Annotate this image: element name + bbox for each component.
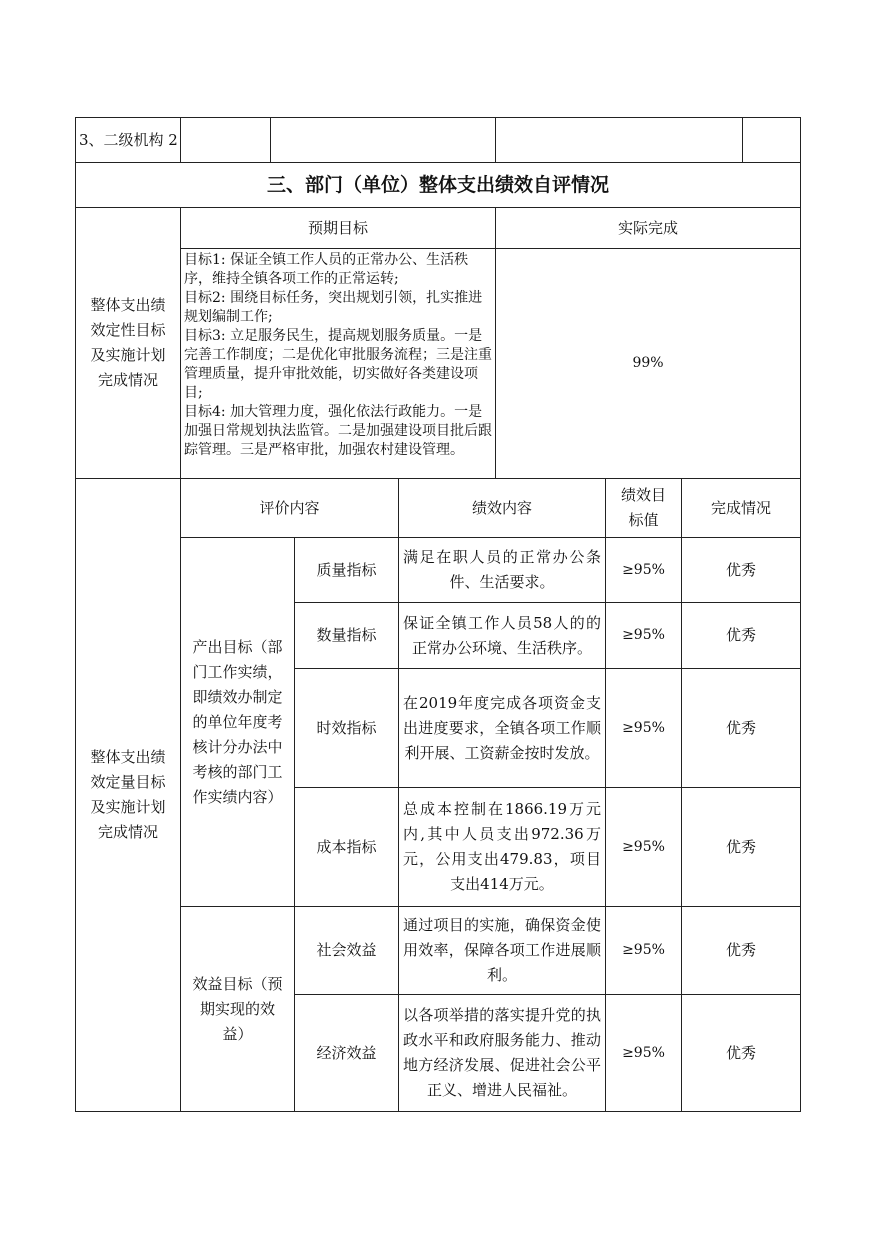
performance-content: 以各项举措的落实提升党的执政水平和政府服务能力、推动地方经济发展、促进社会公平正义、增进人民福祉。	[398, 994, 606, 1112]
indicator-economic-benefit: 经济效益	[294, 994, 399, 1112]
indicator-quantity: 数量指标	[294, 602, 399, 669]
eval-content-header: 评价内容	[180, 478, 399, 538]
performance-content: 总成本控制在1866.19万元内,其中人员支出972.36万元，公用支出479.83，项目支出414万元。	[398, 787, 606, 907]
target-value: ≥95%	[605, 906, 682, 995]
benefit-group-label: 效益目标（预期实现的效益）	[180, 906, 295, 1112]
section-title: 三、部门（单位）整体支出绩效自评情况	[75, 162, 801, 208]
output-group-label: 产出目标（部门工作实绩，即绩效办制定的单位年度考核计分办法中考核的部门工作实绩内容）	[180, 537, 295, 907]
actual-header: 实际完成	[495, 207, 801, 249]
completion-status: 优秀	[681, 537, 801, 603]
completion-status: 优秀	[681, 906, 801, 995]
effectiveness-row-label: 整体支出绩效定性目标及实施计划完成情况	[75, 207, 181, 479]
indicator-cost: 成本指标	[294, 787, 399, 907]
indicator-social-benefit: 社会效益	[294, 906, 399, 995]
performance-content: 满足在职人员的正常办公条件、生活要求。	[398, 537, 606, 603]
actual-value: 99%	[495, 248, 801, 479]
targets-cell	[180, 248, 496, 479]
completion-status: 优秀	[681, 787, 801, 907]
empty-cell	[495, 117, 743, 163]
completion-status: 优秀	[681, 602, 801, 669]
completion-status: 优秀	[681, 668, 801, 788]
target-value: ≥95%	[605, 602, 682, 669]
target-item: 目标3: 立足服务民生，提高规划服务质量。一是完善工作制度；二是优化审批服务流程；三是注重管理质量，提升审批效能，切实做好各类建设项目;	[184, 328, 492, 401]
org-label: 3、二级机构 2	[79, 130, 178, 149]
empty-cell	[270, 117, 496, 163]
empty-cell	[180, 117, 271, 163]
target-value: ≥95%	[605, 668, 682, 788]
expected-header: 预期目标	[180, 207, 496, 249]
target-value: ≥95%	[605, 994, 682, 1112]
performance-content: 通过项目的实施，确保资金使用效率，保障各项工作进展顺利。	[398, 906, 606, 995]
org-label-cell	[75, 117, 181, 163]
target-value: ≥95%	[605, 787, 682, 907]
target-value: ≥95%	[605, 537, 682, 603]
performance-content: 在2019年度完成各项资金支出进度要求，全镇各项工作顺利开展、工资薪金按时发放。	[398, 668, 606, 788]
completion-header: 完成情况	[681, 478, 801, 538]
target-item: 目标1: 保证全镇工作人员的正常办公、生活秩序，维持全镇各项工作的正常运转;	[184, 252, 469, 287]
performance-content: 保证全镇工作人员58人的的正常办公环境、生活秩序。	[398, 602, 606, 669]
empty-cell	[742, 117, 801, 163]
target-item: 目标4: 加大管理力度，强化依法行政能力。一是加强日常规划执法监管。二是加强建设项目批后跟踪管理。三是严格审批，加强农村建设管理。	[184, 404, 492, 458]
indicator-timeliness: 时效指标	[294, 668, 399, 788]
quantitative-row-label: 整体支出绩效定量目标及实施计划完成情况	[75, 478, 181, 1112]
target-item: 目标2: 围绕目标任务，突出规划引领，扎实推进规划编制工作;	[184, 290, 483, 325]
indicator-quality: 质量指标	[294, 537, 399, 603]
completion-status: 优秀	[681, 994, 801, 1112]
target-value-header: 绩效目标值	[605, 478, 682, 538]
performance-content-header: 绩效内容	[398, 478, 606, 538]
